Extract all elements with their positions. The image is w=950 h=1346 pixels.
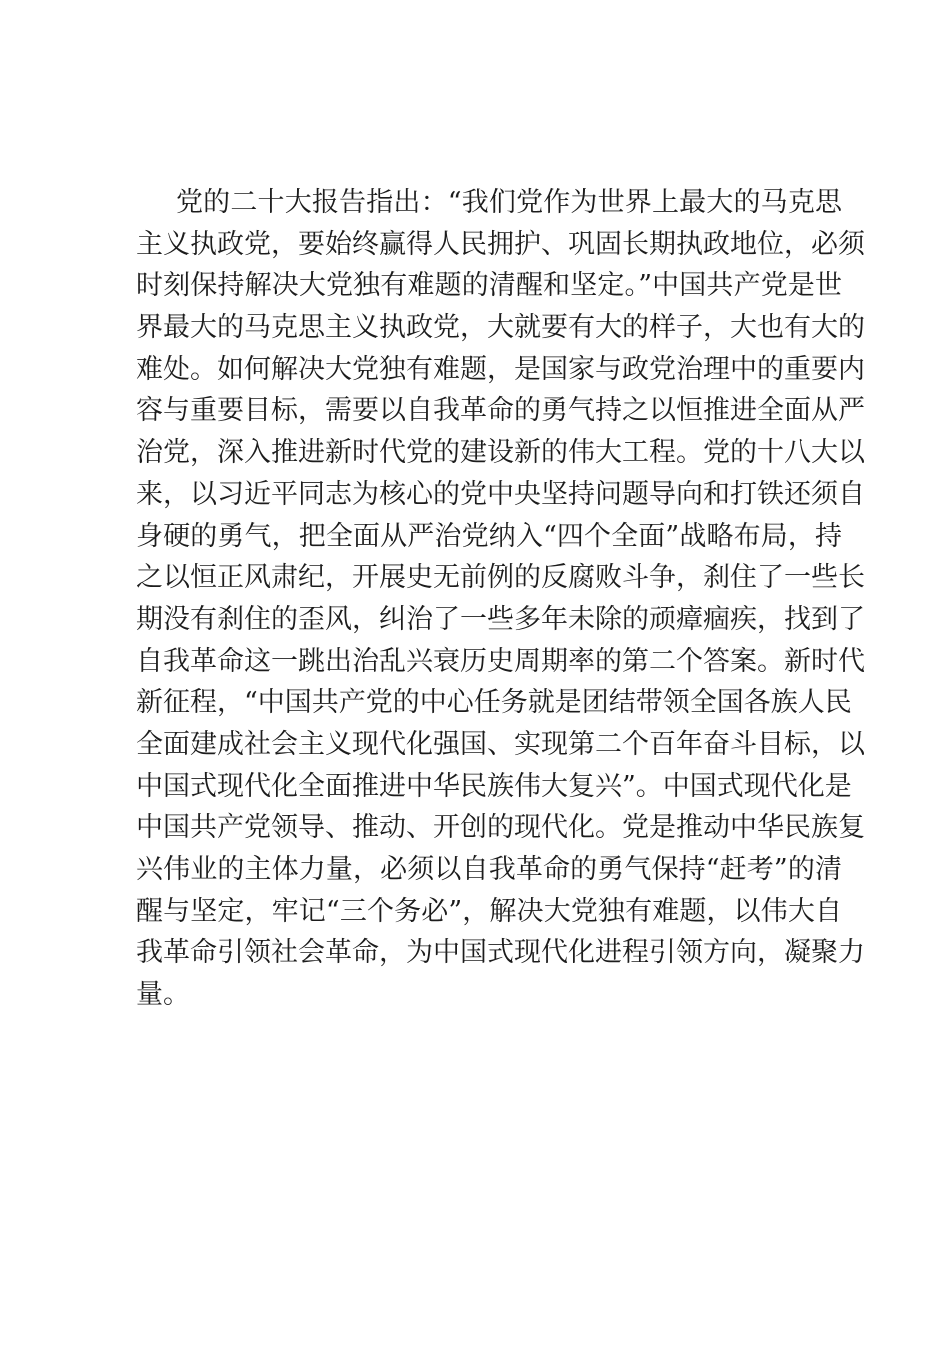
paragraph-line: 界最大的马克思主义执政党，大就要有大的样子，大也有大的 bbox=[136, 312, 865, 344]
paragraph-line: 自我革命这一跳出治乱兴衰历史周期率的第二个答案。新时代 bbox=[136, 645, 865, 677]
paragraph-line: 来，以习近平同志为核心的党中央坚持问题导向和打铁还须自 bbox=[136, 478, 865, 510]
paragraph-line: 量。 bbox=[136, 979, 190, 1011]
paragraph-line: 我革命引领社会革命，为中国式现代化进程引领方向，凝聚力 bbox=[136, 937, 865, 969]
paragraph-line: 容与重要目标，需要以自我革命的勇气持之以恒推进全面从严 bbox=[136, 395, 865, 427]
paragraph-line: 之以恒正风肃纪，开展史无前例的反腐败斗争，刹住了一些长 bbox=[136, 562, 865, 594]
paragraph-line: 身硬的勇气，把全面从严治党纳入“四个全面”战略布局，持 bbox=[136, 520, 842, 552]
paragraph-line: 中国共产党领导、推动、开创的现代化。党是推动中华民族复 bbox=[136, 812, 865, 844]
paragraph-line: 中国式现代化全面推进中华民族伟大复兴”。中国式现代化是 bbox=[136, 770, 852, 802]
paragraph-line: 期没有刹住的歪风，纠治了一些多年未除的顽瘴痼疾，找到了 bbox=[136, 603, 865, 635]
paragraph-line: 新征程，“中国共产党的中心任务就是团结带领全国各族人民 bbox=[136, 687, 852, 719]
body-paragraph bbox=[136, 182, 865, 1016]
paragraph-line: 兴伟业的主体力量，必须以自我革命的勇气保持“赶考”的清 bbox=[136, 854, 842, 885]
paragraph-line: 难处。如何解决大党独有难题，是国家与政党治理中的重要内 bbox=[136, 353, 865, 385]
paragraph-line: 全面建成社会主义现代化强国、实现第二个百年奋斗目标，以 bbox=[136, 728, 865, 760]
paragraph-line: 主义执政党，要始终赢得人民拥护、巩固长期执政地位，必须 bbox=[136, 228, 865, 260]
paragraph-line: 时刻保持解决大党独有难题的清醒和坚定。”中国共产党是世 bbox=[136, 270, 842, 302]
paragraph-line: 党的二十大报告指出：“我们党作为世界上最大的马克思 bbox=[176, 187, 842, 218]
paragraph-line: 治党，深入推进新时代党的建设新的伟大工程。党的十八大以 bbox=[136, 437, 865, 469]
paragraph-line: 醒与坚定，牢记“三个务必”，解决大党独有难题，以伟大自 bbox=[136, 895, 842, 927]
